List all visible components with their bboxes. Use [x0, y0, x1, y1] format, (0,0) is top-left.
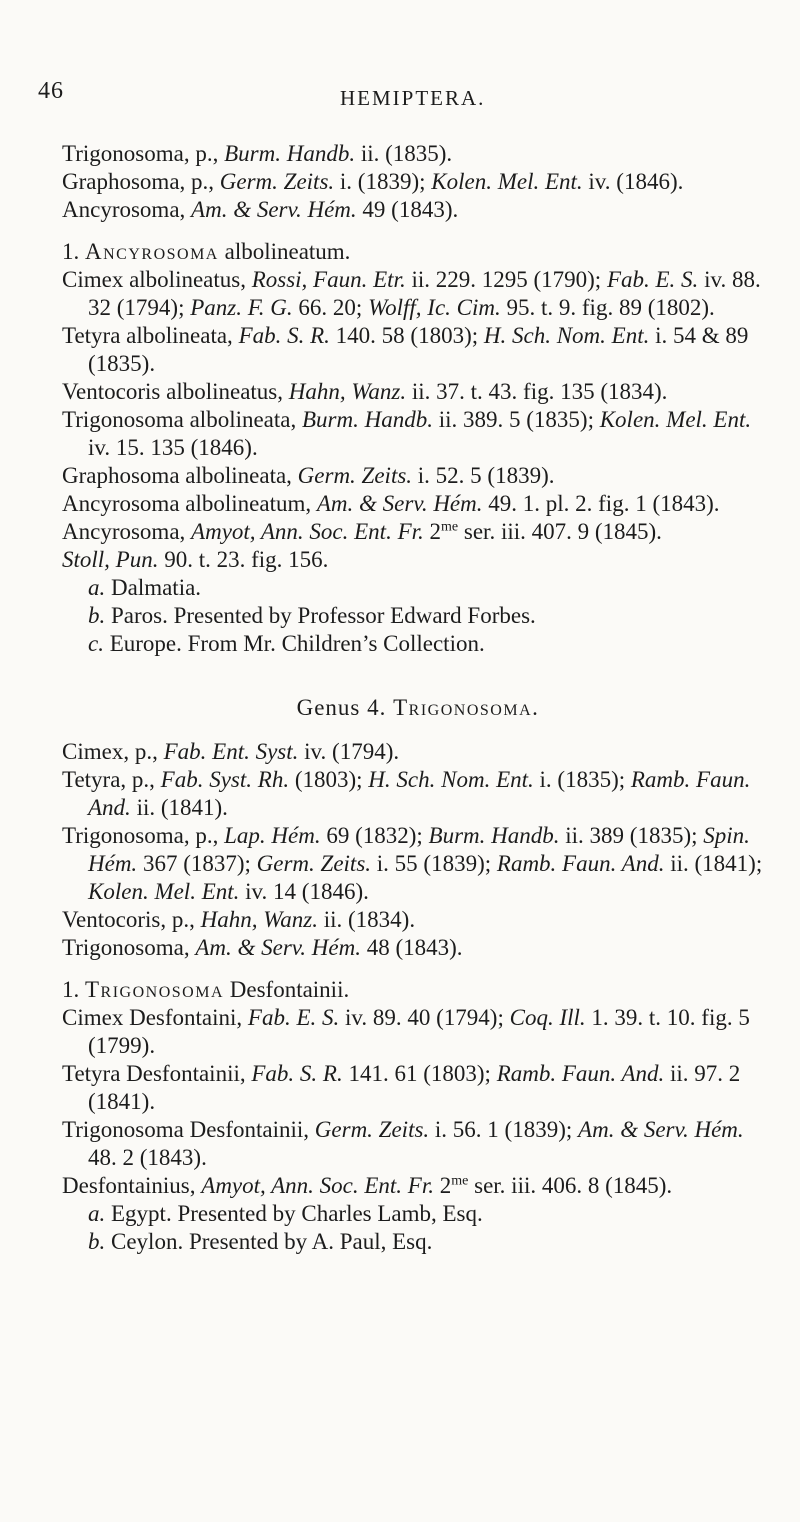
synonym-entry: Cimex, p., Fab. Ent. Syst. iv. (1794). [62, 739, 400, 764]
species-heading: 1. Ancyrosoma albolineatum. [62, 239, 351, 264]
reference-entry: Cimex albolineatus, Rossi, Faun. Etr. ii. 229. 1295 (1790); Fab. E. S. iv. 88. 32 (1794); Panz. F. G. 66. 20; Wolff, Ic. Cim. 95. t. 9. fig. 89 (1802). [62, 267, 761, 320]
specimen-entry: a. Egypt. Presented by Charles Lamb, Esq. [88, 1201, 483, 1226]
reference-entry: Ventocoris albolineatus, Hahn, Wanz. ii. 37. t. 43. fig. 135 (1834). [62, 379, 668, 404]
specimen-entry: c. Europe. From Mr. Children’s Collection. [88, 631, 485, 656]
reference-entry: Ancyrosoma, Amyot, Ann. Soc. Ent. Fr. $2^{me}$ ser. iii. 407. 9 (1845). [62, 519, 662, 544]
reference-entry: Tetyra albolineata, Fab. S. R. 140. 58 (1803); H. Sch. Nom. Ent. i. 54 & 89 (1835). [62, 323, 749, 376]
reference-entry: Graphosoma albolineata, Germ. Zeits. i. 52. 5 (1839). [62, 463, 555, 488]
specimen-entry: b. Paros. Presented by Professor Edward Forbes. [88, 603, 536, 628]
reference-entry: Stoll, Pun. 90. t. 23. fig. 156. [62, 547, 329, 572]
synonym-entry: Ancyrosoma, Am. & Serv. Hém. 49 (1843). [62, 197, 459, 222]
page-number: 46 [38, 78, 64, 104]
page-header [0, 78, 800, 118]
specimen-entry: b. Ceylon. Presented by A. Paul, Esq. [88, 1229, 433, 1254]
reference-entry: Desfontainius, Amyot, Ann. Soc. Ent. Fr. $2^{me}$ ser. iii. 406. 8 (1845). [62, 1173, 673, 1198]
reference-entry: Cimex Desfontaini, Fab. E. S. iv. 89. 40 (1794); Coq. Ill. 1. 39. t. 10. fig. 5 (1799). [62, 1005, 750, 1058]
genus-heading: Genus 4. Trigonosoma. [296, 695, 540, 720]
reference-entry: Trigonosoma albolineata, Burm. Handb. ii. 389. 5 (1835); Kolen. Mel. Ent. iv. 15. 135 (1846). [62, 407, 752, 460]
page-body [62, 140, 774, 1256]
reference-entry: Tetyra Desfontainii, Fab. S. R. 141. 61 (1803); Ramb. Faun. And. ii. 97. 2 (1841). [62, 1061, 741, 1114]
synonym-entry: Trigonosoma, Am. & Serv. Hém. 48 (1843). [62, 935, 463, 960]
running-head: HEMIPTERA. [340, 86, 486, 110]
reference-entry: Trigonosoma Desfontainii, Germ. Zeits. i. 56. 1 (1839); Am. & Serv. Hém. 48. 2 (1843). [62, 1117, 744, 1170]
synonym-entry: Tetyra, p., Fab. Syst. Rh. (1803); H. Sch. Nom. Ent. i. (1835); Ramb. Faun. And. ii. (1841). [62, 767, 751, 820]
reference-entry: Ancyrosoma albolineatum, Am. & Serv. Hém. 49. 1. pl. 2. fig. 1 (1843). [62, 491, 720, 516]
specimen-entry: a. Dalmatia. [88, 575, 202, 600]
synonym-entry: Graphosoma, p., Germ. Zeits. i. (1839); Kolen. Mel. Ent. iv. (1846). [62, 169, 684, 194]
synonym-entry: Ventocoris, p., Hahn, Wanz. ii. (1834). [62, 907, 416, 932]
synonym-entry: Trigonosoma, p., Burm. Handb. ii. (1835). [62, 141, 453, 166]
synonym-entry: Trigonosoma, p., Lap. Hém. 69 (1832); Burm. Handb. ii. 389 (1835); Spin. Hém. 367 (1837); Germ. Zeits. i. 55 (1839); Ramb. Faun. And. ii. (1841); Kolen. Mel. Ent. iv. 14 (1846). [62, 823, 763, 904]
species-heading: 1. Trigonosoma Desfontainii. [62, 977, 350, 1002]
